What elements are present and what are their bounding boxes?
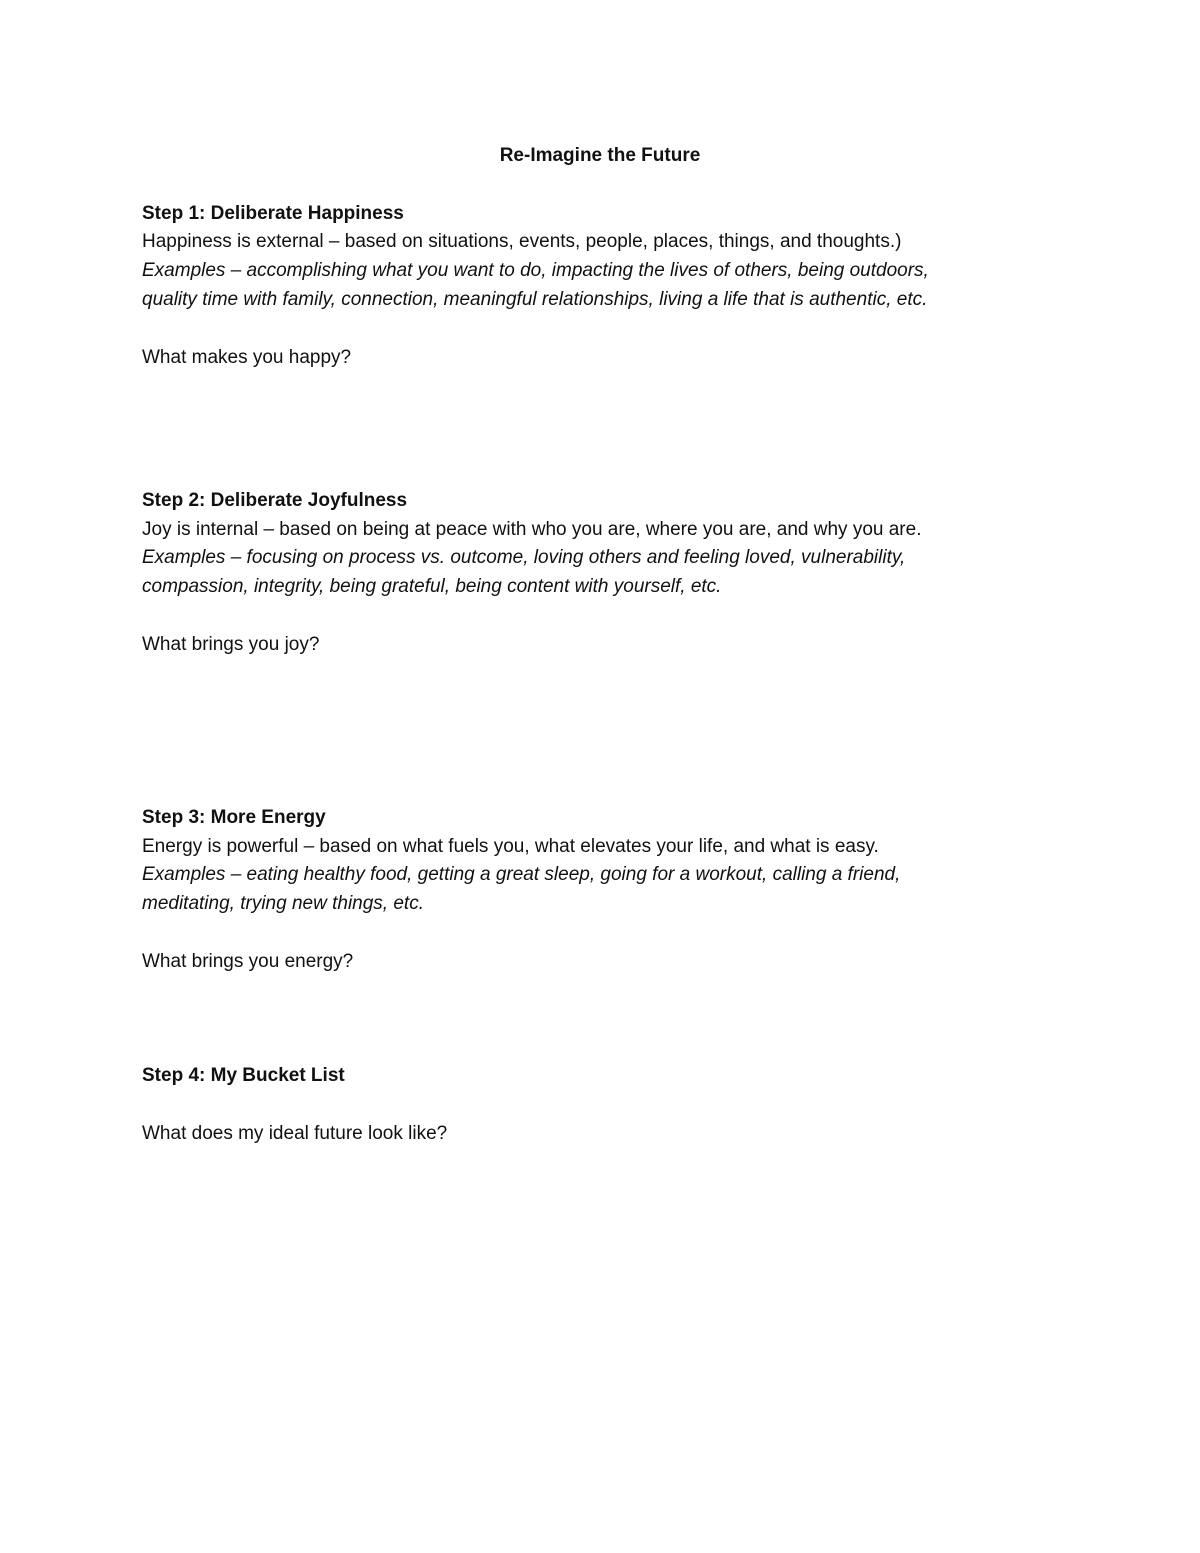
step-2-examples-line-1: Examples – focusing on process vs. outcome, loving others and feeling loved, vulnerability, [142, 547, 906, 568]
step-3-examples-line-2: meditating, trying new things, etc. [142, 893, 424, 914]
step-1-examples-line-1: Examples – accomplishing what you want to do, impacting the lives of others, being outdoors, [142, 260, 929, 281]
step-2-examples-line-2: compassion, integrity, being grateful, being content with yourself, etc. [142, 576, 722, 597]
step-1-question: What makes you happy? [142, 347, 352, 368]
step-4-question: What does my ideal future look like? [142, 1123, 448, 1144]
step-3-heading: Step 3: More Energy [142, 807, 326, 828]
step-1-examples-line-2: quality time with family, connection, meaningful relationships, living a life that is authentic, etc. [142, 289, 928, 310]
step-3-examples-line-1: Examples – eating healthy food, getting a great sleep, going for a workout, calling a friend, [142, 864, 901, 885]
step-3-question: What brings you energy? [142, 951, 354, 972]
step-1-description: Happiness is external – based on situations, events, people, places, things, and thoughts.) [142, 231, 902, 252]
step-2-heading: Step 2: Deliberate Joyfulness [142, 490, 408, 511]
step-2-description: Joy is internal – based on being at peace with who you are, where you are, and why you are. [142, 519, 922, 540]
step-3-description: Energy is powerful – based on what fuels you, what elevates your life, and what is easy. [142, 836, 879, 857]
step-2-question: What brings you joy? [142, 634, 320, 655]
step-4-heading: Step 4: My Bucket List [142, 1065, 345, 1086]
document-title: Re-Imagine the Future [499, 145, 701, 166]
step-1-heading: Step 1: Deliberate Happiness [142, 203, 404, 224]
